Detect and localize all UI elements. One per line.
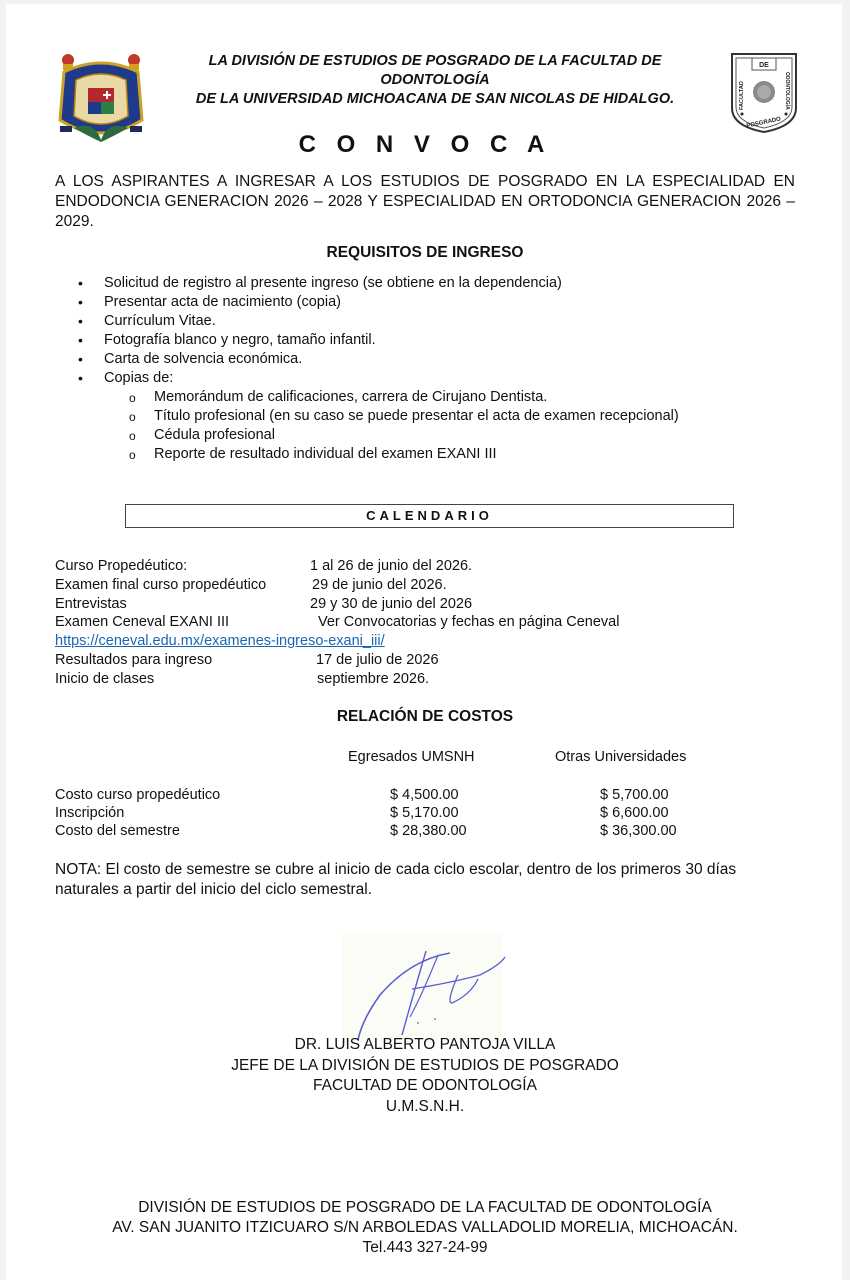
header-title-line-1: LA DIVISIÓN DE ESTUDIOS DE POSGRADO DE LA FACULTAD DE: [208, 53, 662, 69]
shield-bottom-text: POSGRADO: [746, 116, 782, 130]
requirement-item: • Currículum Vitae.: [78, 313, 216, 329]
signer-block: [0, 1035, 850, 1117]
calendar-label: Inicio de clases: [55, 671, 155, 687]
bullet-icon: •: [78, 275, 83, 291]
cost-label: Costo curso propedéutico: [55, 787, 221, 803]
footer-line-1: DIVISIÓN DE ESTUDIOS DE POSGRADO DE LA FACULTAD DE ODONTOLOGÍA: [138, 1199, 712, 1216]
intro-paragraph: A LOS ASPIRANTES A INGRESAR A LOS ESTUDIOS DE POSGRADO EN LA ESPECIALIDAD EN ENDODONCIA GENERACION 2026 – 2028 Y ESPECIALIDAD EN ORTODONCIA GENERACION 2026 – 2029.: [55, 173, 795, 230]
header-title-line-3: DE LA UNIVERSIDAD MICHOACANA DE SAN NICOLAS DE HIDALGO.: [195, 91, 675, 107]
requisitos-title: REQUISITOS DE INGRESO: [326, 244, 524, 261]
bullet-icon: •: [78, 332, 83, 348]
ceneval-link[interactable]: https://ceneval.edu.mx/examenes-ingreso-exani_iii/: [55, 633, 385, 649]
cost-label: Inscripción: [55, 805, 125, 821]
convoca-heading: C O N V O C A: [298, 131, 552, 158]
copy-item: o Título profesional (en su caso se puede presentar el acta de examen recepcional): [104, 407, 679, 426]
signer-university: U.M.S.N.H.: [385, 1097, 465, 1115]
copy-item: o Reporte de resultado individual del examen EXANI III: [104, 445, 679, 464]
requirement-item: • Copias de: o Memorándum de calificaciones, carrera de Cirujano Dentista. o Título profesional (en su caso se puede presentar el acta de examen recepcional) o Cédula profesional o Reporte de resultado individual del examen EXANI III: [78, 369, 679, 464]
footer-address: AV. SAN JUANITO ITZICUARO S/N ARBOLEDAS VALLADOLID MORELIA, MICHOACÁN.: [112, 1219, 738, 1236]
bullet-icon: •: [78, 294, 83, 310]
signer-faculty: FACULTAD DE ODONTOLOGÍA: [313, 1077, 537, 1094]
circle-bullet-icon: o: [129, 391, 136, 405]
footer-phone: Tel.443 327-24-99: [362, 1239, 488, 1256]
header-title: [150, 52, 720, 109]
footer: [0, 1198, 850, 1258]
requirement-item: • Presentar acta de nacimiento (copia): [78, 294, 341, 310]
circle-bullet-icon: o: [129, 410, 136, 424]
calendar-value: 29 de junio del 2026.: [312, 577, 447, 593]
calendar-value: 1 al 26 de junio del 2026.: [310, 558, 473, 574]
calendar-value: 29 y 30 de junio del 2026: [310, 596, 473, 612]
cost-umsnh: $ 28,380.00: [390, 823, 467, 839]
requirement-item: • Solicitud de registro al presente ingreso (se obtiene en la dependencia): [78, 275, 562, 291]
calendar-label: Entrevistas: [55, 596, 127, 612]
circle-bullet-icon: o: [129, 429, 136, 443]
requirement-item: • Fotografía blanco y negro, tamaño infantil.: [78, 332, 376, 348]
signature-icon: [350, 945, 510, 1045]
calendar-value: septiembre 2026.: [317, 671, 430, 687]
bullet-icon: •: [78, 370, 83, 386]
cost-otras: $ 5,700.00: [600, 787, 669, 803]
bullet-icon: •: [78, 313, 83, 329]
circle-bullet-icon: o: [129, 448, 136, 462]
header-title-line-2: ODONTOLOGÍA: [380, 72, 490, 88]
cost-label: Costo del semestre: [55, 823, 180, 839]
calendar-label: Examen Ceneval EXANI III: [55, 614, 230, 630]
requirements-list: [78, 274, 679, 464]
calendar-value: 17 de julio de 2026: [316, 652, 439, 668]
copy-item: o Cédula profesional: [104, 426, 679, 445]
cost-column-umsnh: Egresados UMSNH: [348, 749, 475, 765]
costos-title: RELACIÓN DE COSTOS: [336, 708, 514, 725]
calendar-label: Curso Propedéutico:: [55, 558, 188, 574]
signer-name: DR. LUIS ALBERTO PANTOJA VILLA: [294, 1036, 556, 1053]
shield-right-text: ODONTOLOGÍA: [784, 72, 790, 110]
cost-otras: $ 6,600.00: [600, 805, 669, 821]
cost-otras: $ 36,300.00: [600, 823, 677, 839]
cost-umsnh: $ 5,170.00: [390, 805, 459, 821]
bullet-icon: •: [78, 351, 83, 367]
faculty-shield-icon: [730, 52, 798, 134]
copies-sublist: [104, 388, 679, 464]
calendar-label: Resultados para ingreso: [55, 652, 213, 668]
signer-position: JEFE DE LA DIVISIÓN DE ESTUDIOS DE POSGRADO: [231, 1056, 619, 1074]
cost-umsnh: $ 4,500.00: [390, 787, 459, 803]
calendario-title-box: CALENDARIO: [125, 504, 734, 528]
calendar-label: Examen final curso propedéutico: [55, 577, 267, 593]
requirement-item: • Carta de solvencia económica.: [78, 351, 303, 367]
cost-column-otras: Otras Universidades: [555, 749, 687, 765]
calendar-value: Ver Convocatorias y fechas en página Ceneval: [318, 614, 620, 630]
copy-item: o Memorándum de calificaciones, carrera de Cirujano Dentista.: [104, 388, 679, 407]
shield-top-text: DE: [759, 62, 769, 69]
shield-left-text: FACULTAD: [739, 81, 745, 110]
nota-paragraph: NOTA: El costo de semestre se cubre al inicio de cada ciclo escolar, dentro de los primeros 30 días naturales a partir del inicio del ciclo semestral.: [55, 861, 737, 898]
